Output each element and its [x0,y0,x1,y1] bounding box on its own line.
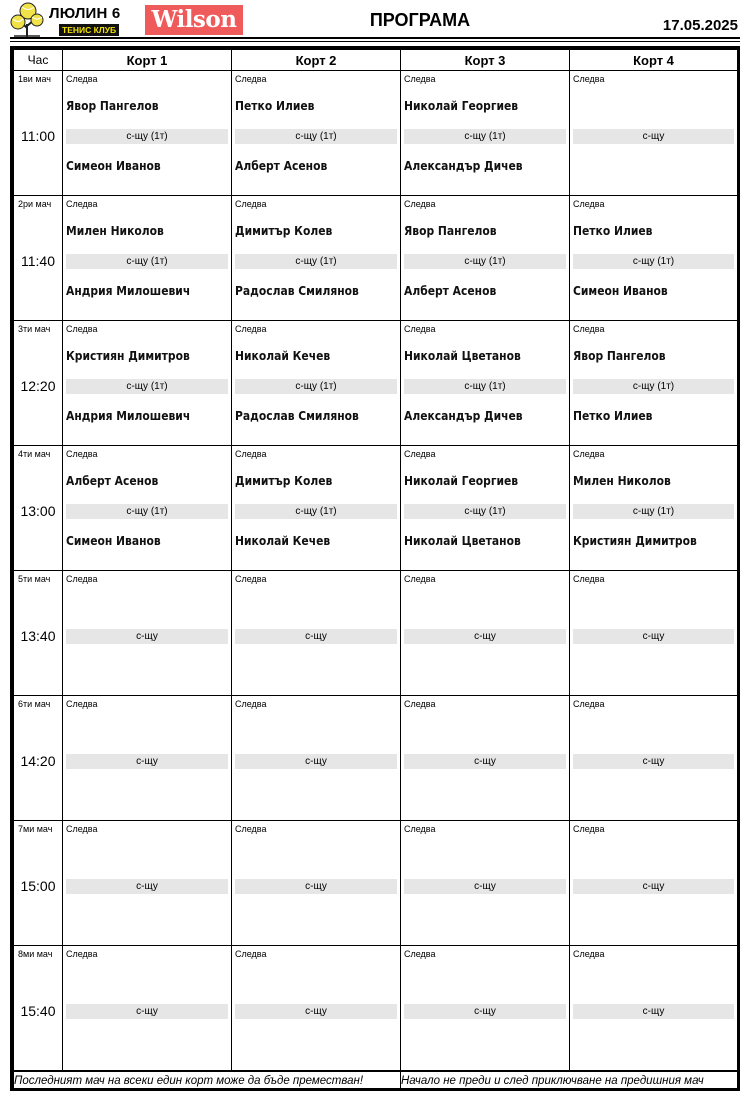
match-number: 4ти мач [18,449,51,459]
next-label: Следва [573,699,605,709]
versus-bar: с-щу [66,754,228,769]
match-time: 14:20 [20,753,56,769]
court-slot [232,446,401,571]
court-slot [63,446,232,571]
page-title: ПРОГРАМА [369,10,471,30]
schedule-table [13,49,738,1091]
column-header-court-3: Корт 3 [401,50,570,71]
court-slot [570,571,738,696]
versus-bar: с-щу [404,629,566,644]
court-slot [63,71,232,196]
next-label: Следва [235,449,267,459]
versus-bar: с-щу [66,879,228,894]
match-row [14,71,738,196]
player-1: Милен Николов [66,223,164,238]
versus-bar: с-щу [235,754,397,769]
time-cell [14,696,63,821]
logo-name: ЛЮЛИН 6 [49,5,121,22]
player-1: Николай Цветанов [404,348,521,363]
player-2: Симеон Иванов [573,283,668,298]
next-label: Следва [404,449,436,459]
footer-note-left: Последният мач на всеки един корт може да бъде преместван! [14,1071,401,1091]
next-label: Следва [404,824,436,834]
next-label: Следва [404,699,436,709]
player-2: Николай Цветанов [404,533,521,548]
next-label: Следва [404,199,436,209]
player-2: Александър Дичев [404,158,523,173]
player-2: Алберт Асенов [235,158,328,173]
court-slot [63,321,232,446]
footer-row [14,1071,738,1091]
versus-bar: с-щу (1т) [404,379,566,394]
player-2: Радослав Смилянов [235,283,359,298]
court-slot [232,821,401,946]
versus-bar: с-щу (1т) [66,254,228,269]
court-slot [401,821,570,946]
logo-subtitle: ТЕНИС КЛУБ [59,24,119,36]
match-row [14,946,738,1072]
next-label: Следва [235,324,267,334]
versus-bar: с-щу (1т) [235,254,397,269]
versus-bar: с-щу (1т) [404,254,566,269]
player-1: Димитър Колев [235,223,333,238]
player-2: Кристиян Димитров [573,533,697,548]
player-1: Милен Николов [573,473,671,488]
column-header-hour: Час [14,50,63,71]
match-row [14,821,738,946]
next-label: Следва [66,824,98,834]
player-1: Кристиян Димитров [66,348,190,363]
versus-bar: с-щу [404,1004,566,1019]
court-slot [63,821,232,946]
court-slot [232,571,401,696]
court-slot [401,696,570,821]
court-slot [401,946,570,1072]
versus-bar: с-щу (1т) [404,129,566,144]
court-slot [570,196,738,321]
versus-bar: с-щу [235,629,397,644]
next-label: Следва [66,949,98,959]
match-time: 15:40 [20,1003,56,1019]
court-slot [63,946,232,1072]
next-label: Следва [66,449,98,459]
sponsor-logo: Wilson [145,5,243,35]
player-1: Явор Пангелов [404,223,497,238]
versus-bar: с-щу (1т) [66,504,228,519]
versus-bar: с-щу [573,754,734,769]
versus-bar: с-щу (1т) [573,254,734,269]
versus-bar: с-щу [66,629,228,644]
player-2: Симеон Иванов [66,158,161,173]
player-2: Николай Кечев [235,533,331,548]
next-label: Следва [235,824,267,834]
versus-bar: с-щу [66,1004,228,1019]
versus-bar: с-щу [235,1004,397,1019]
versus-bar: с-щу [235,879,397,894]
match-number: 5ти мач [18,574,51,584]
match-row [14,446,738,571]
court-slot [401,446,570,571]
player-2: Андрия Милошевич [66,283,191,298]
next-label: Следва [573,824,605,834]
player-1: Петко Илиев [235,98,315,113]
player-1: Николай Георгиев [404,98,519,113]
versus-bar: с-щу [573,129,734,144]
versus-bar: с-щу [404,879,566,894]
next-label: Следва [235,74,267,84]
next-label: Следва [404,324,436,334]
versus-bar: с-щу [573,629,734,644]
next-label: Следва [235,949,267,959]
player-1: Алберт Асенов [66,473,159,488]
column-header-court-4: Корт 4 [570,50,738,71]
player-2: Радослав Смилянов [235,408,359,423]
match-number: 6ти мач [18,699,51,709]
next-label: Следва [66,74,98,84]
schedule-sheet [10,46,740,1091]
match-time: 12:20 [20,378,56,394]
time-cell [14,71,63,196]
court-slot [401,571,570,696]
club-logo [8,2,140,38]
versus-bar: с-щу (1т) [235,504,397,519]
match-row [14,696,738,821]
player-1: Николай Георгиев [404,473,519,488]
versus-bar: с-щу (1т) [573,379,734,394]
player-1: Явор Пангелов [66,98,159,113]
versus-bar: с-щу [573,1004,734,1019]
header-divider-thin [10,41,740,42]
court-slot [232,696,401,821]
match-row [14,196,738,321]
next-label: Следва [66,699,98,709]
court-slot [401,321,570,446]
match-time: 15:00 [20,878,56,894]
time-cell [14,946,63,1072]
footer-note-right: Начало не преди и след приключване на предишния мач [401,1071,738,1091]
column-header-court-1: Корт 1 [63,50,232,71]
player-2: Петко Илиев [573,408,653,423]
match-row [14,321,738,446]
next-label: Следва [404,74,436,84]
player-2: Алберт Асенов [404,283,497,298]
court-slot [63,571,232,696]
match-time: 11:40 [21,253,55,269]
next-label: Следва [235,199,267,209]
tennis-tree-icon [8,2,48,38]
versus-bar: с-щу (1т) [404,504,566,519]
player-2: Андрия Милошевич [66,408,191,423]
court-slot [570,71,738,196]
court-slot [570,946,738,1072]
next-label: Следва [235,574,267,584]
versus-bar: с-щу [404,754,566,769]
court-slot [232,196,401,321]
time-cell [14,321,63,446]
match-row [14,571,738,696]
time-cell [14,446,63,571]
next-label: Следва [66,574,98,584]
court-slot [401,196,570,321]
match-time: 11:00 [21,128,55,144]
column-header-court-2: Корт 2 [232,50,401,71]
court-slot [570,696,738,821]
match-time: 13:40 [20,628,56,644]
match-number: 8ми мач [18,949,53,959]
next-label: Следва [573,949,605,959]
player-1: Явор Пангелов [573,348,666,363]
player-1: Димитър Колев [235,473,333,488]
next-label: Следва [573,449,605,459]
next-label: Следва [66,199,98,209]
court-slot [570,321,738,446]
versus-bar: с-щу (1т) [66,129,228,144]
court-slot [401,71,570,196]
player-2: Симеон Иванов [66,533,161,548]
court-slot [232,946,401,1072]
court-slot [570,446,738,571]
court-slot [232,321,401,446]
versus-bar: с-щу (1т) [235,129,397,144]
match-time: 13:00 [20,503,56,519]
versus-bar: с-щу (1т) [235,379,397,394]
header-divider [10,37,740,39]
court-slot [232,71,401,196]
next-label: Следва [573,574,605,584]
player-1: Николай Кечев [235,348,331,363]
player-2: Александър Дичев [404,408,523,423]
court-slot [63,696,232,821]
court-slot [63,196,232,321]
time-cell [14,196,63,321]
match-number: 1ви мач [18,74,51,84]
header-row [14,50,738,71]
next-label: Следва [573,324,605,334]
versus-bar: с-щу [573,879,734,894]
next-label: Следва [404,949,436,959]
player-1: Петко Илиев [573,223,653,238]
versus-bar: с-щу (1т) [66,379,228,394]
next-label: Следва [573,199,605,209]
next-label: Следва [573,74,605,84]
match-number: 2ри мач [18,199,52,209]
time-cell [14,821,63,946]
match-number: 7ми мач [18,824,53,834]
time-cell [14,571,63,696]
next-label: Следва [404,574,436,584]
schedule-date: 17.05.2025 [662,17,738,34]
next-label: Следва [235,699,267,709]
court-slot [570,821,738,946]
versus-bar: с-щу (1т) [573,504,734,519]
match-number: 3ти мач [18,324,51,334]
next-label: Следва [66,324,98,334]
